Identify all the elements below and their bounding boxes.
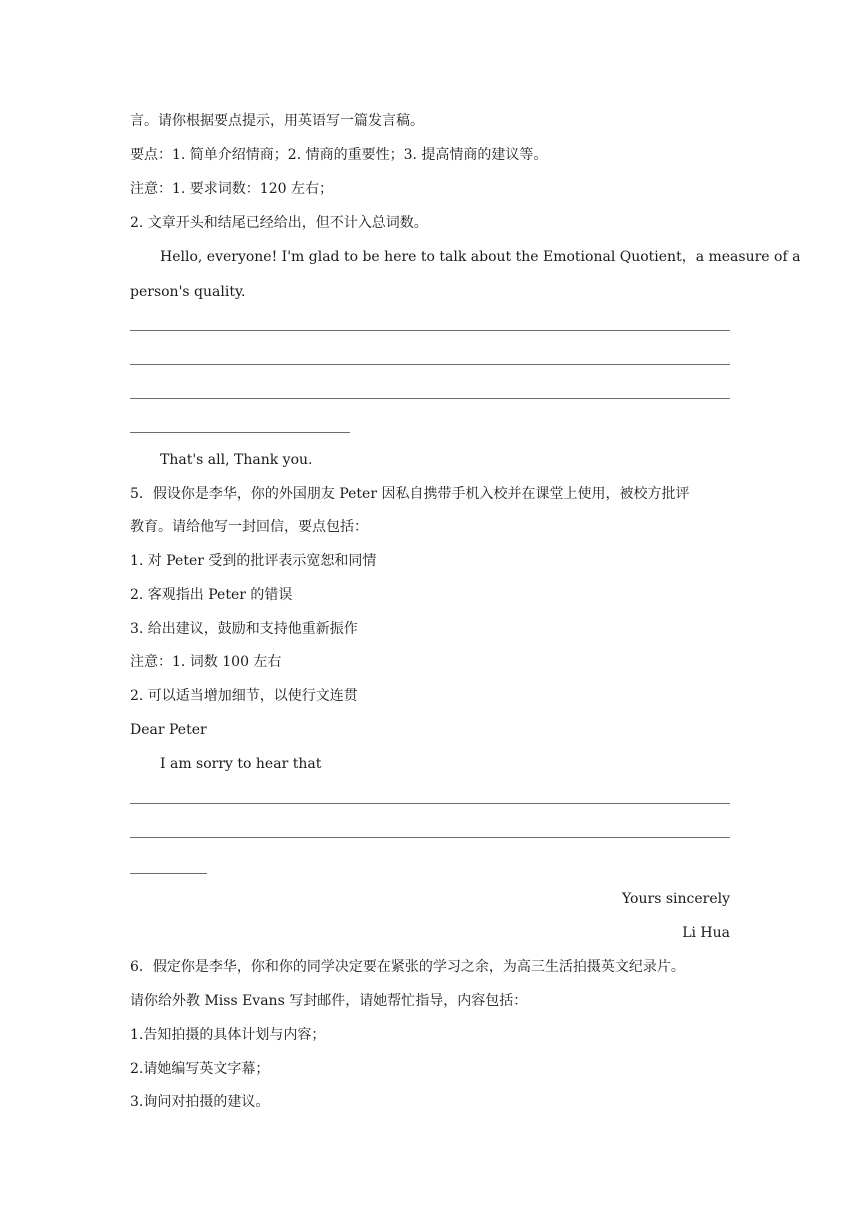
answer-rule xyxy=(130,364,730,365)
text-line: 2. 客观指出 Peter 的错误 xyxy=(130,587,293,603)
text-line: I am sorry to hear that xyxy=(160,756,322,772)
text-line: 3.询问对拍摄的建议。 xyxy=(130,1094,270,1110)
answer-rule xyxy=(130,432,350,433)
text-line: 教育。请给他写一封回信，要点包括： xyxy=(130,519,368,535)
text-line: 注意：1. 词数 100 左右 xyxy=(130,654,282,670)
text-line: Li Hua xyxy=(682,925,730,941)
text-line: 1. 对 Peter 受到的批评表示宽恕和同情 xyxy=(130,553,377,569)
text-line: 5．假设你是李华，你的外国朋友 Peter 因私自携带手机入校并在课堂上使用，被校方批评 xyxy=(130,486,690,502)
text-line: 3. 给出建议，鼓励和支持他重新振作 xyxy=(130,621,358,637)
answer-rule xyxy=(130,330,730,331)
answer-rule xyxy=(130,803,730,804)
text-line: 言。请你根据要点提示，用英语写一篇发言稿。 xyxy=(130,113,424,129)
text-line: 注意：1. 要求词数：120 左右； xyxy=(130,181,333,197)
text-line: 2. 可以适当增加细节，以使行文连贯 xyxy=(130,688,358,704)
answer-rule xyxy=(130,873,207,874)
text-line: 要点：1. 简单介绍情商；2. 情商的重要性；3. 提高情商的建议等。 xyxy=(130,147,548,163)
text-line: person's quality. xyxy=(130,284,246,300)
text-line: Dear Peter xyxy=(130,722,207,738)
answer-rule xyxy=(130,837,730,838)
text-line: 2. 文章开头和结尾已经给出，但不计入总词数。 xyxy=(130,215,428,231)
text-line: 请你给外教 Miss Evans 写封邮件，请她帮忙指导，内容包括： xyxy=(130,993,528,1009)
text-line: 2.请她编写英文字幕； xyxy=(130,1061,270,1077)
text-line: 6．假定你是李华，你和你的同学决定要在紧张的学习之余，为高三生活拍摄英文纪录片。 xyxy=(130,959,685,975)
text-line: Yours sincerely xyxy=(622,891,730,907)
text-line: That's all, Thank you. xyxy=(160,452,313,468)
text-line: 1.告知拍摄的具体计划与内容； xyxy=(130,1027,326,1043)
answer-rule xyxy=(130,398,730,399)
text-line: Hello, everyone! I'm glad to be here to talk about the Emotional Quotient，a measure of a xyxy=(160,249,801,265)
